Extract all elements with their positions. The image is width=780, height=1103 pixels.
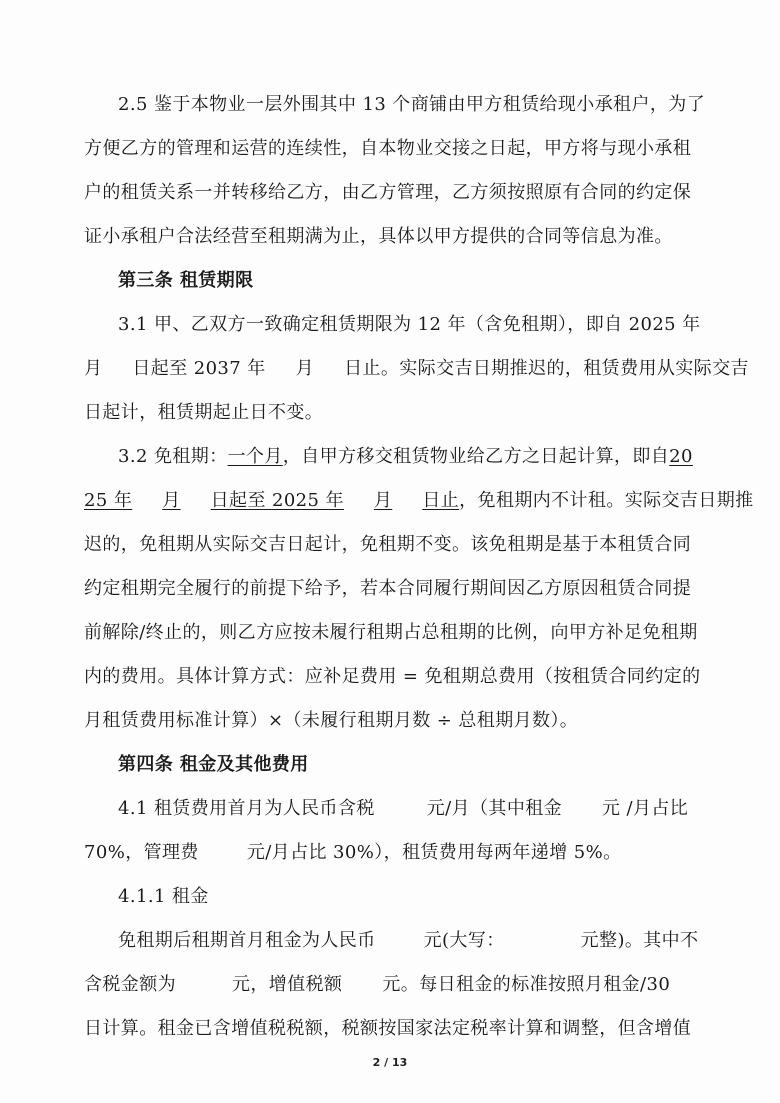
clause-text: 元，增值税额 xyxy=(232,974,343,995)
clause-text: ，免租期内不计租。实际交吉日期推 xyxy=(459,490,754,511)
date-text: 日起至 2037 年 xyxy=(132,358,266,379)
clause-4-1-1-line-2 xyxy=(84,972,696,998)
clause-text: 元整)。其中不 xyxy=(580,930,699,951)
clause-2-5-line-1: 2.5 鉴于本物业一层外围其中 13 个商铺由甲方租赁给现小承租户，为了 xyxy=(118,94,706,115)
clause-text: 免租期后租期首月租金为人民币 xyxy=(118,930,376,951)
clause-3-2-line-1 xyxy=(118,444,696,470)
clause-3-1-line-1: 3.1 甲、乙双方一致确定租赁期限为 12 年（含免租期），即自 2025 年 xyxy=(118,314,701,335)
clause-3-2-line-6: 内的费用。具体计算方式：应补足费用 = 免租期总费用（按租赁合同约定的 xyxy=(84,666,701,687)
clause-3-2-line-3: 迟的，免租期从实际交吉日起计，免租期不变。该免租期是基于本租赁合同 xyxy=(84,534,692,555)
clause-2-5-line-4: 证小承租户合法经营至租期满为止，具体以甲方提供的合同等信息为准。 xyxy=(84,226,673,247)
clause-4-1-line-2 xyxy=(84,840,696,866)
article-3-heading: 第三条 租赁期限 xyxy=(118,270,254,291)
clause-text: 含税金额为 xyxy=(84,974,176,995)
clause-text: 4.1 租赁费用首月为人民币含税 xyxy=(118,798,375,819)
clause-4-1-line-1 xyxy=(118,796,696,822)
clause-text: ，自甲方移交租赁物业给乙方之日起计算，即自 xyxy=(282,446,670,467)
clause-4-1-1-heading: 4.1.1 租金 xyxy=(118,886,209,907)
clause-text: 元 /月占比 xyxy=(602,798,689,819)
clause-text: 元(大写： xyxy=(423,930,505,951)
clause-4-1-1-line-3: 日计算。租金已含增值税税额，税额按国家法定税率计算和调整，但含增值 xyxy=(84,1018,692,1039)
clause-3-1-line-2 xyxy=(84,356,749,382)
clause-2-5-line-2: 方便乙方的管理和运营的连续性，自本物业交接之日起，甲方将与现小承租 xyxy=(84,138,692,159)
clause-2-5-line-3: 户的租赁关系一并转移给乙方，由乙方管理，乙方须按照原有合同的约定保 xyxy=(84,182,692,203)
date-text: 日止。实际交吉日期推迟的，租赁费用从实际交吉 xyxy=(344,358,749,379)
clause-3-2-line-5: 前解除/终止的，则乙方应按未履行租期占总租期的比例，向甲方补足免租期 xyxy=(84,622,698,643)
underlined-date: 25 年 月 日起至 2025 年 月 日止 xyxy=(84,490,460,511)
clause-text: 70%，管理费 xyxy=(84,842,199,863)
clause-3-2-line-4: 约定租期完全履行的前提下给予，若本合同履行期间因乙方原因租赁合同提 xyxy=(84,578,692,599)
underlined-term: 一个月 xyxy=(227,446,283,467)
clause-text: 元/月占比 30%），租赁费用每两年递增 5%。 xyxy=(246,842,622,863)
page-number: 2 / 13 xyxy=(372,1056,408,1069)
clause-3-1-line-3: 日起计，租赁期起止日不变。 xyxy=(84,402,324,423)
underlined-date: 20 xyxy=(669,446,693,467)
blank-month: 月 xyxy=(295,358,315,379)
clause-4-1-1-line-1 xyxy=(118,928,699,954)
clause-label: 3.2 免租期： xyxy=(118,446,228,467)
clause-text: 元/月（其中租金 xyxy=(426,798,563,819)
clause-3-2-line-7: 月租赁费用标准计算）×（未履行租期月数 ÷ 总租期月数）。 xyxy=(84,710,579,731)
clause-3-2-line-2 xyxy=(84,488,754,514)
article-4-heading: 第四条 租金及其他费用 xyxy=(118,754,309,775)
clause-text: 元。每日租金的标准按照月租金/30 xyxy=(382,974,671,995)
blank-month: 月 xyxy=(84,358,103,379)
